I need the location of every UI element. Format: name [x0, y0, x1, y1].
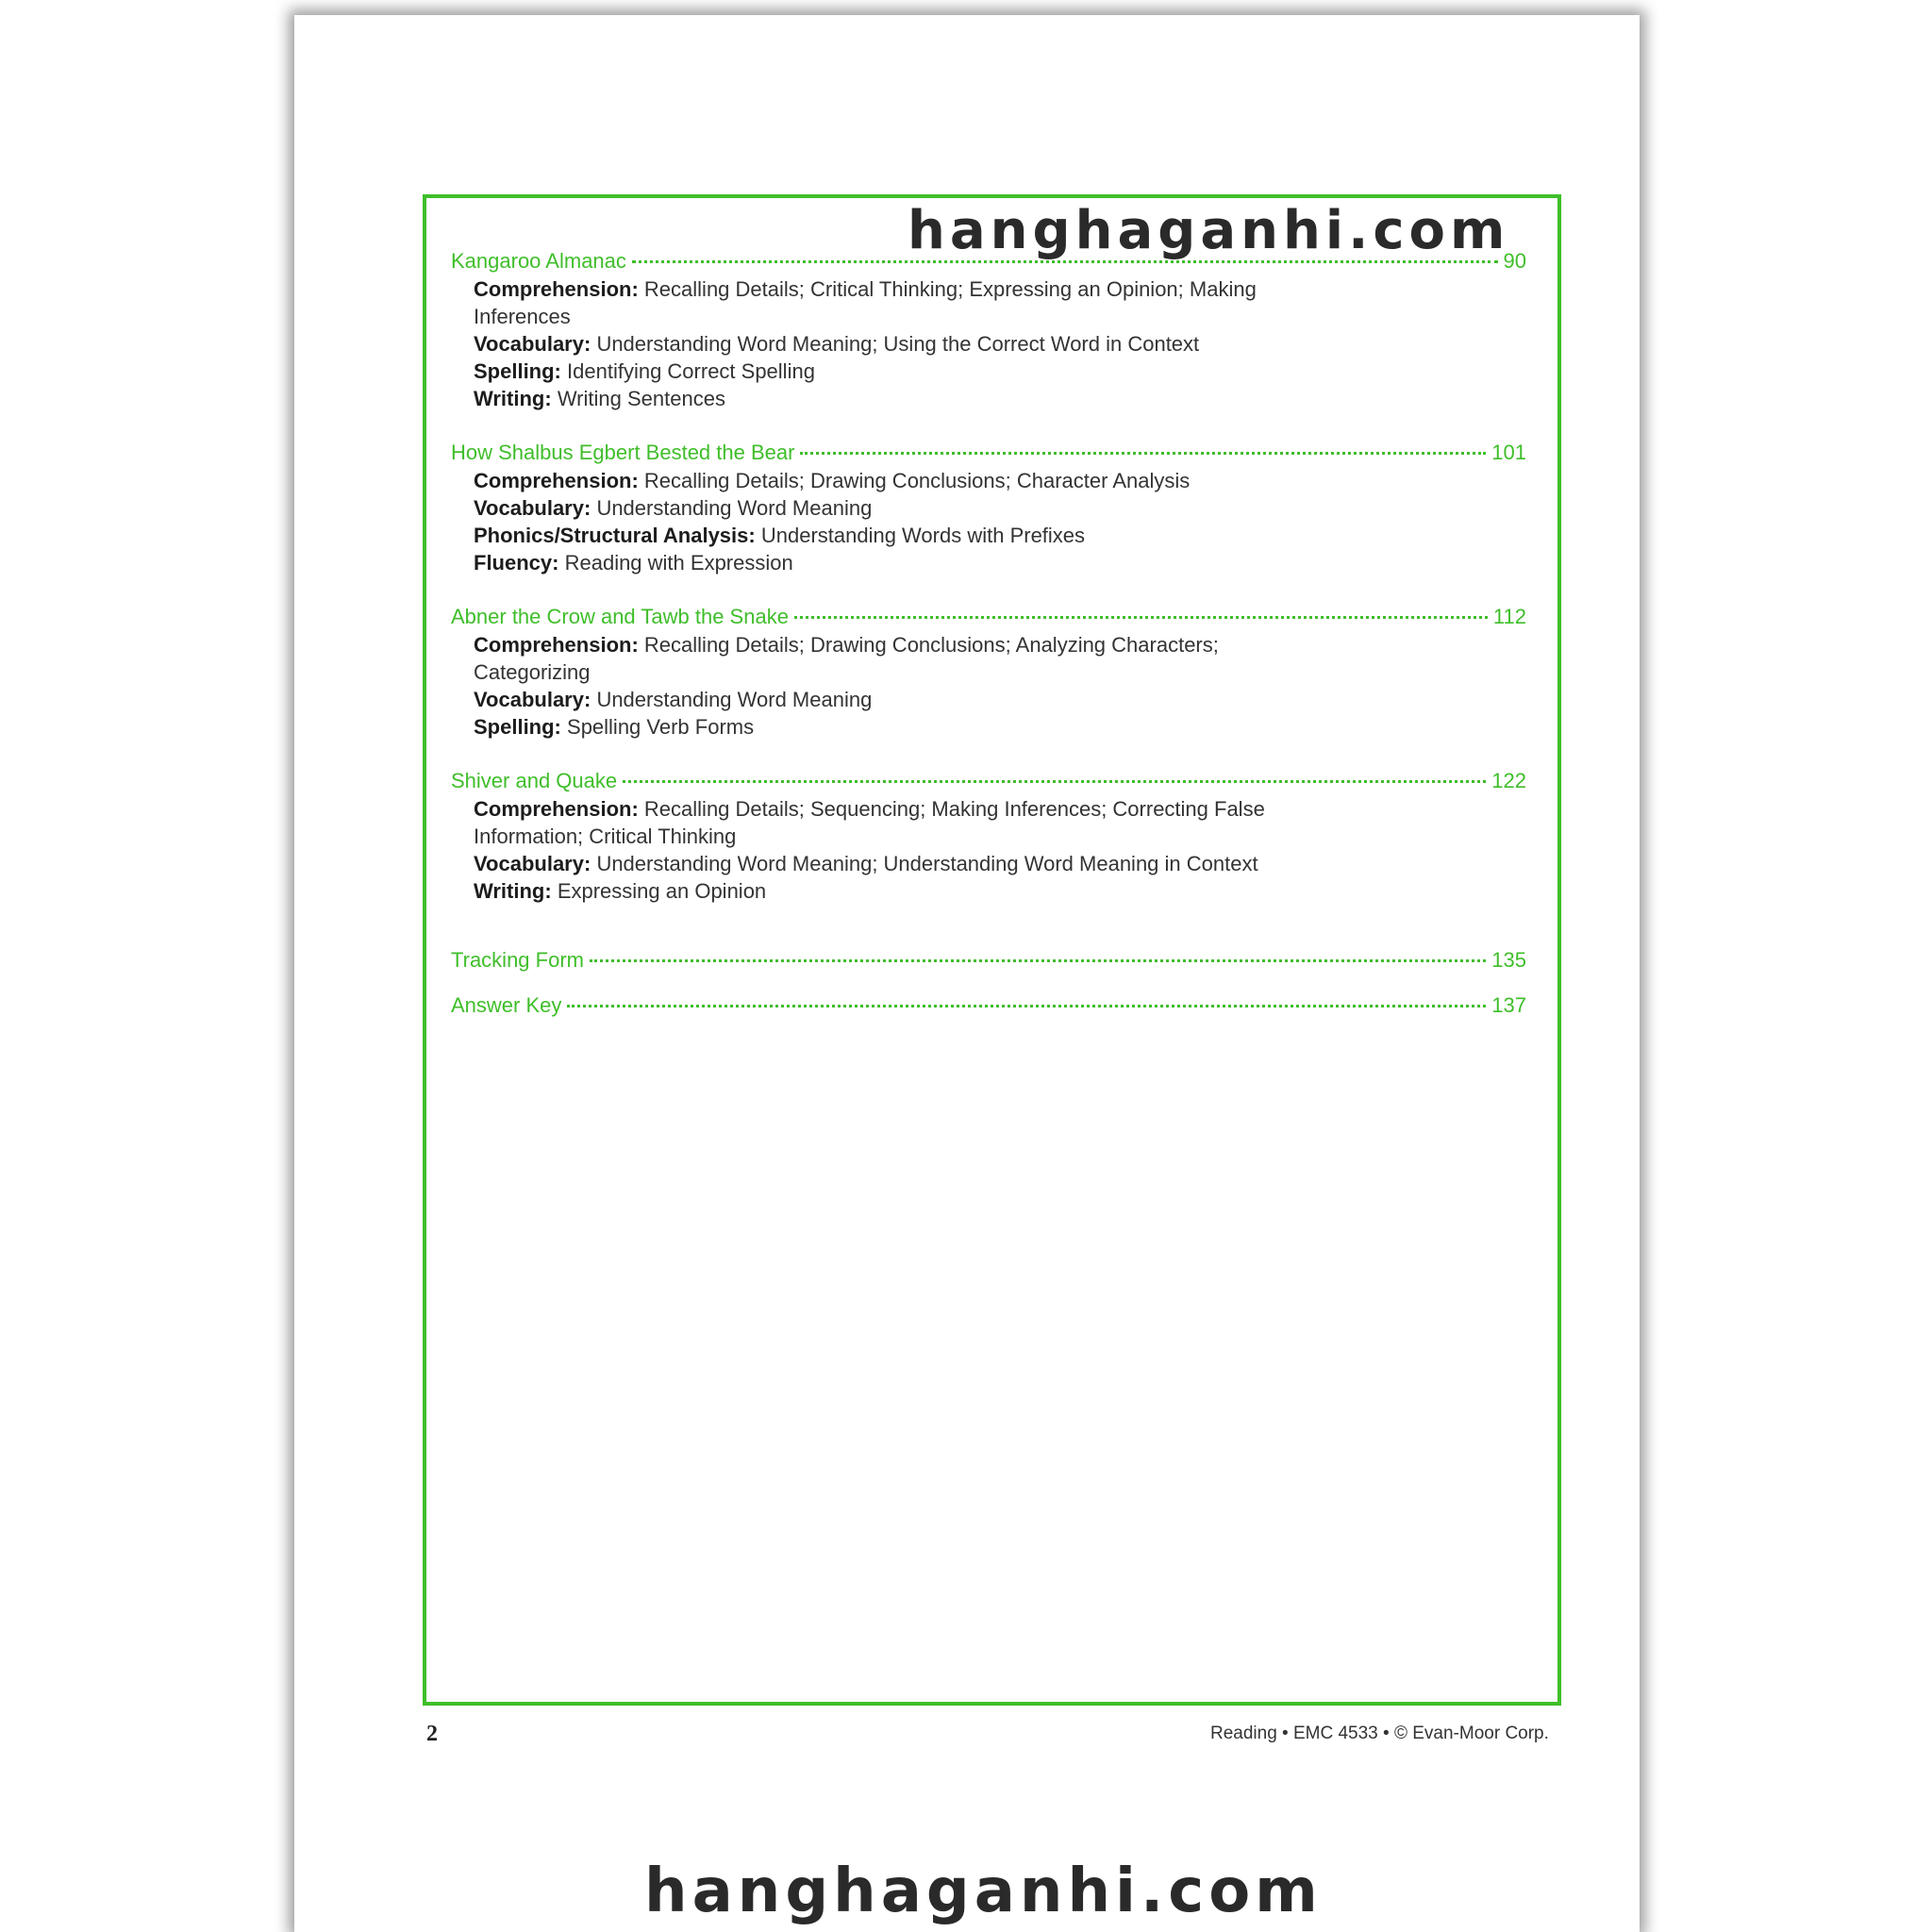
skill-text: Understanding Word Meaning; Using the Correct Word in Context — [596, 332, 1200, 356]
toc-title-line[interactable] — [451, 767, 1526, 795]
skill-line — [474, 522, 1526, 549]
toc-entry — [451, 603, 1526, 741]
toc-entry — [451, 946, 1526, 974]
toc-entry — [451, 247, 1526, 412]
footer-credit: Reading • EMC 4533 • © Evan-Moor Corp. — [1210, 1724, 1549, 1743]
skill-category: Spelling: — [474, 715, 561, 739]
skill-category: Spelling: — [474, 359, 561, 383]
skill-line — [474, 275, 1526, 303]
skill-text: Recalling Details; Drawing Conclusions; Analyzing Characters; — [643, 633, 1219, 657]
skill-text: Understanding Word Meaning — [596, 688, 873, 711]
toc-entry-title: Answer Key — [451, 993, 562, 1017]
skill-text: Understanding Word Meaning — [596, 496, 873, 520]
skill-category: Writing: — [474, 387, 552, 410]
toc-entry-page: 135 — [1491, 948, 1526, 972]
dot-leader — [800, 452, 1486, 455]
skill-line — [474, 795, 1526, 823]
skill-text: Recalling Details; Critical Thinking; Expressing an Opinion; Making — [643, 277, 1257, 301]
toc-entry-title: Kangaroo Almanac — [451, 249, 626, 273]
toc-skills — [451, 631, 1526, 741]
toc-skills — [451, 795, 1526, 905]
toc-entry-title: Tracking Form — [451, 948, 584, 972]
skill-category: Fluency: — [474, 551, 559, 575]
skill-category: Comprehension: — [474, 277, 639, 301]
skill-line-continued: Inferences — [474, 305, 571, 328]
skill-line — [474, 631, 1526, 658]
toc-title-line[interactable] — [451, 991, 1526, 1020]
toc-title-line[interactable] — [451, 247, 1526, 275]
toc-skills — [451, 275, 1526, 412]
skill-text: Recalling Details; Sequencing; Making Inferences; Correcting False — [643, 797, 1265, 821]
toc-title-line[interactable] — [451, 946, 1526, 974]
skill-category: Comprehension: — [474, 469, 639, 492]
toc-title-line[interactable] — [451, 603, 1526, 631]
skill-category: Vocabulary: — [474, 496, 591, 520]
toc-skills — [451, 467, 1526, 576]
toc-entry — [451, 991, 1526, 1020]
skill-category: Phonics/Structural Analysis: — [474, 524, 756, 547]
skill-category: Vocabulary: — [474, 688, 591, 711]
toc-entry-page: 90 — [1503, 249, 1526, 273]
skill-line — [474, 877, 1526, 905]
skill-line — [474, 494, 1526, 522]
toc-entry-page: 101 — [1491, 441, 1526, 464]
skill-line — [474, 358, 1526, 385]
watermark-top: hanghaganhi.com — [908, 200, 1510, 261]
skill-line — [474, 549, 1526, 576]
skill-text: Writing Sentences — [557, 387, 725, 410]
toc-entry-title: How Shalbus Egbert Bested the Bear — [451, 441, 795, 464]
skill-category: Writing: — [474, 879, 552, 903]
skill-category: Vocabulary: — [474, 332, 591, 356]
skill-text: Understanding Word Meaning; Understanding Word Meaning in Context — [596, 852, 1258, 875]
skill-category: Vocabulary: — [474, 852, 591, 875]
skill-text: Recalling Details; Drawing Conclusions; Character Analysis — [643, 469, 1191, 492]
dot-leader — [590, 959, 1486, 962]
toc-title-line[interactable] — [451, 439, 1526, 467]
skill-line-continued: Information; Critical Thinking — [474, 824, 737, 848]
toc-entry-title: Shiver and Quake — [451, 769, 618, 792]
watermark-bottom: hanghaganhi.com — [644, 1857, 1323, 1926]
skill-line — [474, 850, 1526, 877]
toc-entry-page: 122 — [1491, 769, 1526, 792]
toc-entry-page: 137 — [1491, 993, 1526, 1017]
skill-line — [474, 467, 1526, 494]
skill-line — [474, 686, 1526, 713]
dot-leader — [632, 260, 1498, 263]
skill-text: Expressing an Opinion — [557, 879, 767, 903]
toc-entry-title: Abner the Crow and Tawb the Snake — [451, 605, 789, 628]
page-number: 2 — [426, 1722, 438, 1746]
skill-category: Comprehension: — [474, 797, 639, 821]
skill-text: Identifying Correct Spelling — [567, 359, 815, 383]
dot-leader — [567, 1005, 1486, 1008]
toc-entry — [451, 439, 1526, 576]
dot-leader — [794, 616, 1488, 619]
skill-line-continued: Categorizing — [474, 660, 591, 684]
skill-line — [474, 385, 1526, 412]
skill-text: Spelling Verb Forms — [567, 715, 755, 739]
skill-line — [474, 330, 1526, 358]
table-of-contents — [451, 247, 1526, 1037]
skill-text: Reading with Expression — [564, 551, 793, 575]
skill-category: Comprehension: — [474, 633, 639, 657]
toc-entry-page: 112 — [1492, 605, 1526, 628]
skill-text: Understanding Words with Prefixes — [760, 524, 1086, 547]
toc-entry — [451, 767, 1526, 905]
skill-line — [474, 713, 1526, 741]
dot-leader — [623, 780, 1486, 783]
